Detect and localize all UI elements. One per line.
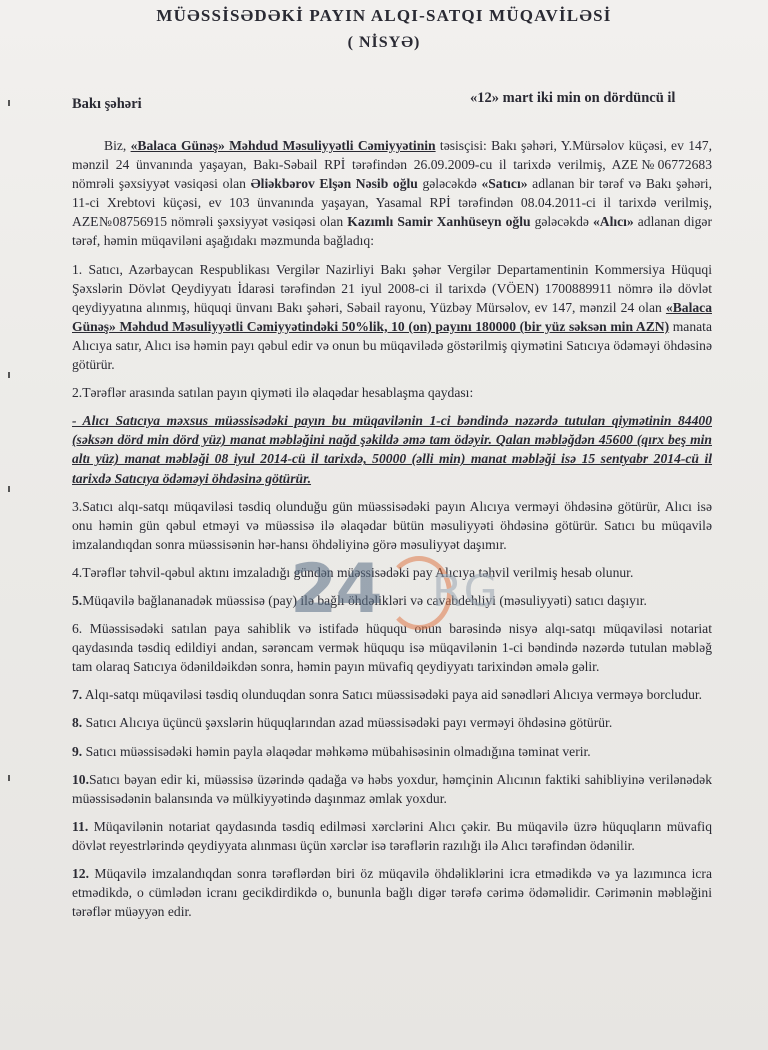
contract-body [72, 136, 712, 921]
contract-date: «12» mart iki min on dördüncü il [470, 90, 676, 106]
watermark-suffix: RG [432, 566, 499, 617]
clause-1-share: «Balaca Günəş» Məhdud Məsuliyyətli Cəmiyyətindəki 50%lik, 10 (on) payını 180000 (bir yüz səksən min AZN) [72, 299, 712, 334]
clause-5: 5.Müqavilə bağlananadək müəssisə (pay) ilə bağlı öhdəlikləri və cavabdehliyi (məsuliyyəti) satıcı daşıyır. [72, 592, 647, 608]
margin-mark [8, 486, 10, 492]
margin-mark [8, 775, 10, 781]
margin-mark [8, 372, 10, 378]
clause-3: 3.Satıcı alqı-satqı müqaviləsi təsdiq olunduğu gün müəssisədəki payın Alıcıya verməyi öhdəsinə götürür, Alıcı isə onu həmin gün qəbul etməyi və müəssisə ilə əlaqədar bütün məsuliyyəti öhdəsinə götürür. Satıcı bu müqavilə imzalandıqdan sonra müəssisənin hər-hansı öhdəliyinə görə məsuliyyət daşımır. [72, 498, 712, 552]
clause-9: 9. Satıcı müəssisədəki həmin payla əlaqədar məhkəmə mübahisəsinin olmadığına təminat verir. [72, 743, 591, 759]
document-subtitle: ( NİSYƏ) [347, 34, 421, 51]
clause-7: 7. Alqı-satqı müqaviləsi təsdiq olunduqdan sonra Satıcı müəssisədəki paya aid sənədləri Alıcıya verməyə borcludur. [72, 687, 703, 703]
seller-name: Əliəkbərov Elşən Nəsib oğlu [250, 176, 418, 192]
clause-10: 10.Satıcı bəyan edir ki, müəssisə üzərində qadağa və həbs yoxdur, həmçinin Alıcının faktiki sahibliyinə verilənədək müəssisədənin balansında və mülkiyyətində daşınmaz əmlak yoxdur. [72, 771, 712, 806]
buyer-name: Kazımlı Samir Xanhüseyn oğlu [347, 214, 531, 230]
clause-2-payment-terms: - Alıcı Satıcıya məxsus müəssisədəki payın bu müqavilənin 1-ci bəndində nəzərdə tutulan qiymətinin 84400 (səksən dörd min dörd yüz) manat məbləğini nağd şəkildə əmə tam ödəyir. Qalan məbləğdən 45600 (qırx beş min altı yüz) manat məbləği 08 iyul 2014-cü il tarixdə, 50000 (əlli min) manat məbləği isə 15 sentyabr 2014-cü il tarixdə Satıcıya ödəməyi öhdəsinə götürür. [72, 413, 712, 486]
clause-4: 4.Tərəflər təhvil-qəbul aktını imzaladığı gündən müəssisədəki pay Alıcıya təhvil verilmiş hesab olunur. [72, 564, 634, 580]
clause-6: 6. Müəssisədəki satılan paya sahiblik və istifadə hüququ onun barəsində nisyə alqı-satqı müqaviləsi notariat qaydasında təsdiq edildiyi andan, sərəncam vermək hüququ isə müqavilənin 1-ci bəndində nəzərdə tutulan məbləğ tam olaraq Satıcıya ödənildəikdən sonra, həmin payın müvafiq qeydiyyatı tarixindən əmələ gəlir. [72, 621, 712, 675]
intro-paragraph: Biz, «Balaca Günəş» Məhdud Məsuliyyətli Cəmiyyətinin təsisçisi: Bakı şəhəri, Y.Mürsəlov küçəsi, ev 147, mənzil 24 ünvanında yaşayan, Bakı-Səbail RPİ tərəfindən 26.09.2009-cu il tarixdə verilmiş, AZE№06772683 nömrəli şəxsiyyət vəsiqəsi olan Əliəkbərov Elşən Nəsib oğlu gələcəkdə «Satıcı» adlanan bir tərəf və Bakı şəhəri, 11-ci Xrebtovi küçəsi, ev 103 ünvanında yaşayan, Yasamal RPİ tərəfindən 08.04.2011-ci il tarixdə verilmiş, AZE№08756915 nömrəli şəxsiyyət vəsiqəsi olan Kazımlı Samir Xanhüseyn oğlu gələcəkdə «Alıcı» adlanan digər tərəf, həmin müqaviləni aşağıdakı məzmunda bağladıq: [72, 138, 712, 249]
clause-2-heading: 2.Tərəflər arasında satılan payın qiyməti ilə əlaqədar hesablaşma qaydası: [72, 385, 474, 401]
clause-8: 8. Satıcı Alıcıya üçüncü şəxslərin hüquqlarından azad müəssisədəki payı verməyi öhdəsinə götürür. [72, 715, 613, 731]
clause-11: 11. Müqavilənin notariat qaydasında təsdiq edilməsi xərclərini Alıcı çəkir. Bu müqavilə üzrə hüquqların müvafiq dövlət reyestrlərində qeydiyyata alınması üçün xərclər isə tərəflərin razılığı ilə Alıcı tərəfindən ödənilir. [72, 818, 712, 853]
seller-role: «Satıcı» [481, 176, 528, 192]
document-title: MÜƏSSİSƏDƏKİ PAYIN ALQI-SATQI MÜQAVİLƏSİ [156, 6, 612, 25]
clause-1: 1. Satıcı, Azərbaycan Respublikası Vergilər Nazirliyi Bakı şəhər Vergilər Departamentinin Kommersiya Hüquqi Şəxslərin Dövlət Qeydiyyatı İdarəsi tərəfindən 21 iyul 2008-ci il tarixdə (VÖEN) 1700889911 nömrə ilə dövlət qeydiyyatına alınmış, hüquqi ünvanı Bakı şəhəri, Səbail rayonu, Yüzbəy Mürsəlov, ev 147, mənzil 24 olan «Balaca Günəş» Məhdud Məsuliyyətli Cəmiyyətindəki 50%lik, 10 (on) payını 180000 (bir yüz səksən min AZN) manata Alıcıya satır, Alıcı isə həmin payı qəbul edir və onun bu müqavilədə göstərilmiş qiymətini Satıcıya ödəməyi öhdəsinə götürür. [72, 261, 712, 373]
margin-mark [8, 100, 10, 106]
contract-place: Bakı şəhəri [72, 96, 142, 112]
buyer-role: «Alıcı» [592, 214, 634, 230]
clause-12: 12. Müqavilə imzalandıqdan sonra tərəflərdən biri öz müqavilə öhdəliklərini icra etmədikdə və ya lazımınca icra etmədikdə, o cümlədən icranı gecikdirdikdə o, bununla bağlı digər tərəfə cərimə ödəməlidir. Cərimənin məbləğini tərəflər müəyyən edir. [72, 866, 712, 920]
company-name: «Balaca Günəş» Məhdud Məsuliyyətli Cəmiyyətinin [130, 138, 436, 153]
watermark-number: 24 [290, 550, 381, 629]
